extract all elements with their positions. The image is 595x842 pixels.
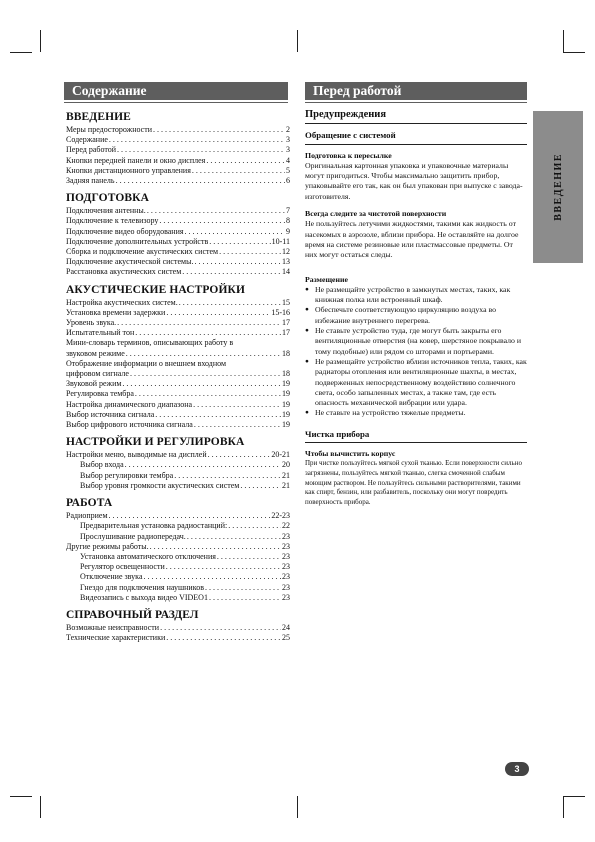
- crop-mark: [563, 52, 585, 53]
- toc-entry-label: Подключение акустической системы.: [66, 257, 194, 267]
- toc-entry-page: 23: [282, 551, 290, 561]
- clean-surface-text: Не пользуйтесь летучими жидкостями, такими как жидкость от насекомых в аэрозоле, вблизи прибора. Не оставляйте на долгое время на системе резиновые или пластмассовые предметы. От них могут остаться следы.: [305, 219, 519, 260]
- table-of-contents: [66, 111, 290, 643]
- toc-entry: [66, 298, 290, 308]
- toc-entry-label: Сборка и подключение акустических систем: [66, 247, 219, 257]
- toc-entry-page: 15: [282, 297, 290, 307]
- toc-entry: [66, 318, 290, 328]
- toc-entry: [66, 521, 290, 531]
- toc-entry-page: 3: [286, 135, 290, 145]
- toc-leader-dots: [153, 125, 285, 135]
- toc-entry-page: 25: [282, 633, 290, 643]
- toc-entry: [66, 227, 290, 237]
- toc-leader-dots: [194, 420, 281, 430]
- toc-entry: [66, 349, 290, 359]
- toc-section-title: ВВЕДЕНИЕ: [66, 111, 131, 123]
- toc-entry: [66, 308, 290, 318]
- toc-entry-page: 19: [282, 409, 290, 419]
- toc-leader-dots: [122, 379, 281, 389]
- toc-entry: [66, 481, 290, 491]
- toc-entry-label: Прослушивание радиопередач.: [80, 531, 186, 541]
- toc-entry-label: Настройки меню, выводимые на дисплей: [66, 450, 207, 460]
- toc-leader-dots: [135, 328, 281, 338]
- toc-entry: [66, 257, 290, 267]
- crop-mark: [297, 796, 298, 818]
- toc-entry-page: 21: [282, 480, 290, 490]
- placement-item: ● Не размещайте устройство вблизи источников тепла, таких, как радиаторы отопления или вентиляционные шахты, в местах, подверженных непосредственному воздействию солнечного света, особо запыленных местах, а также там, где есть опасность механической вибрации или удара.: [305, 357, 527, 408]
- toc-leader-dots: [193, 400, 281, 410]
- toc-entry-label: Радиоприем: [66, 511, 108, 521]
- toc-entry: [66, 389, 290, 399]
- crop-mark: [563, 796, 564, 818]
- toc-entry-label: Кнопки дистанционного управления: [66, 165, 191, 175]
- handling-title: Обращение с системой: [305, 130, 527, 144]
- toc-entry: [66, 156, 290, 166]
- toc-entry-label: Регулировка тембра: [66, 389, 134, 399]
- toc-entry: [66, 379, 290, 389]
- contents-header: Содержание: [64, 82, 288, 100]
- toc-entry: [66, 420, 290, 430]
- toc-leader-dots: [174, 471, 281, 481]
- toc-entry-page: 23: [282, 531, 290, 541]
- toc-entry-label: звуковом режиме: [66, 348, 125, 358]
- toc-entry-page: 13: [282, 257, 290, 267]
- toc-entry: [66, 532, 290, 542]
- toc-entry-label: Подключение видео оборудования: [66, 226, 184, 236]
- toc-entry-label: Подключение дополнительных устройств: [66, 236, 209, 246]
- toc-entry: [66, 206, 290, 216]
- toc-leader-dots: [144, 572, 282, 582]
- toc-leader-dots: [217, 552, 281, 562]
- toc-entry-page: 17: [282, 328, 290, 338]
- cleaning-title: Чистка прибора: [305, 429, 527, 443]
- toc-entry-label: Выбор уровня громкости акустических систем: [80, 480, 240, 490]
- placement-title: Размещение: [305, 274, 348, 284]
- toc-entry-label: Настройка акустических систем.: [66, 297, 178, 307]
- toc-entry-page: 19: [282, 420, 290, 430]
- toc-leader-dots: [208, 450, 271, 460]
- toc-leader-dots: [135, 389, 281, 399]
- toc-leader-dots: [125, 460, 281, 470]
- toc-entry-label: Испытательный тон: [66, 328, 135, 338]
- toc-entry: [66, 166, 290, 176]
- shipping-text: Оригинальная картонная упаковка и упаковочные материалы могут пригодиться. Чтобы максимально защитить прибор, упаковывайте его так, как он был упакован при выпуске с завода-изготовителя.: [305, 160, 523, 201]
- toc-entry-page: 2: [286, 125, 290, 134]
- toc-entry-page: 19: [282, 399, 290, 409]
- warnings-title: Предупреждения: [305, 110, 527, 124]
- toc-entry: [66, 176, 290, 186]
- toc-entry-page: 7: [286, 206, 290, 216]
- cleaning-subtitle: Чтобы вычистить корпус: [305, 449, 396, 459]
- toc-leader-dots: [209, 593, 281, 603]
- toc-entry-page: 20-21: [271, 450, 290, 460]
- toc-entry-label: Перед работой: [66, 145, 117, 155]
- toc-entry: [66, 145, 290, 155]
- toc-entry-label: Подключения антенны.: [66, 206, 146, 216]
- toc-entry-label: Гнездо для подключения наушников: [80, 582, 204, 592]
- toc-entry-label: Подключение к телевизору: [66, 216, 159, 226]
- toc-leader-dots: [179, 298, 281, 308]
- toc-entry-label: Предварительная установка радиостанций:: [80, 521, 228, 531]
- toc-entry-page: 5: [286, 165, 290, 175]
- toc-leader-dots: [219, 247, 281, 257]
- toc-leader-dots: [155, 410, 281, 420]
- toc-entry: [66, 552, 290, 562]
- toc-entry: [66, 623, 290, 633]
- toc-leader-dots: [240, 481, 281, 491]
- crop-mark: [10, 796, 32, 797]
- toc-entry-page: 3: [286, 145, 290, 155]
- toc-entry: Отображение информации о внешнем входном: [66, 358, 227, 368]
- toc-entry: [66, 369, 290, 379]
- toc-entry-label: Меры предосторожности: [66, 125, 153, 134]
- toc-entry-label: Видеозапись с выхода видео VIDEO1: [80, 592, 208, 602]
- toc-section-title: НАСТРОЙКИ И РЕГУЛИРОВКА: [66, 436, 245, 449]
- toc-entry-label: Выбор регулировки тембра: [80, 470, 174, 480]
- toc-entry: [66, 267, 290, 277]
- toc-entry-page: 18: [282, 348, 290, 358]
- toc-leader-dots: [150, 542, 281, 552]
- toc-leader-dots: [160, 623, 281, 633]
- toc-entry: [66, 633, 290, 643]
- toc-entry-page: 8: [286, 216, 290, 226]
- toc-section-title: СПРАВОЧНЫЙ РАЗДЕЛ: [66, 608, 199, 621]
- toc-leader-dots: [209, 237, 270, 247]
- toc-entry: [66, 471, 290, 481]
- placement-list: [305, 285, 527, 419]
- toc-leader-dots: [109, 511, 271, 521]
- toc-entry-page: 15-16: [271, 307, 290, 317]
- toc-entry: [66, 125, 290, 135]
- toc-leader-dots: [147, 206, 285, 216]
- placement-item: ● Не ставьте на устройство тяжелые предметы.: [305, 408, 527, 418]
- toc-entry: [66, 410, 290, 420]
- toc-leader-dots: [206, 156, 285, 166]
- toc-entry-page: 23: [282, 562, 290, 572]
- toc-entry-page: 22-23: [271, 511, 290, 521]
- crop-mark: [40, 796, 41, 818]
- toc-entry-label: Технические характеристики: [66, 633, 166, 643]
- toc-entry-label: Задняя панель: [66, 176, 115, 186]
- toc-entry-label: Отключение звука: [80, 572, 143, 582]
- toc-entry-page: 9: [286, 226, 290, 236]
- placement-item: ● Обеспечьте соответствующую циркуляцию воздуха во избежание внутреннего перегрева.: [305, 305, 527, 326]
- toc-section-title: ПОДГОТОВКА: [66, 192, 149, 205]
- toc-entry-label: цифровом сигнале: [66, 369, 129, 379]
- toc-entry-label: Выбор источника сигнала: [66, 409, 155, 419]
- toc-entry-page: 22: [282, 521, 290, 531]
- toc-entry-page: 24: [282, 622, 290, 632]
- toc-entry: [66, 216, 290, 226]
- toc-entry: [66, 450, 290, 460]
- toc-leader-dots: [117, 318, 281, 328]
- toc-entry-label: Расстановка акустических систем: [66, 267, 182, 277]
- toc-entry: [66, 328, 290, 338]
- toc-entry-page: 23: [282, 541, 290, 551]
- toc-entry-page: 21: [282, 470, 290, 480]
- toc-leader-dots: [117, 145, 285, 155]
- shipping-title: Подготовка к пересылке: [305, 150, 392, 160]
- toc-leader-dots: [185, 227, 285, 237]
- toc-entry-page: 23: [282, 572, 290, 582]
- toc-entry-page: 19: [282, 389, 290, 399]
- toc-leader-dots: [130, 369, 281, 379]
- toc-entry-page: 23: [282, 582, 290, 592]
- toc-section-title: АКУСТИЧЕСКИЕ НАСТРОЙКИ: [66, 283, 246, 296]
- toc-entry: [66, 135, 290, 145]
- toc-entry: [66, 237, 290, 247]
- toc-leader-dots: [159, 216, 285, 226]
- toc-section-title: РАБОТА: [66, 497, 113, 510]
- toc-entry-label: Звуковой режим: [66, 379, 122, 389]
- toc-entry-page: 17: [282, 318, 290, 328]
- clean-surface-title: Всегда следите за чистотой поверхности: [305, 209, 447, 219]
- crop-mark: [563, 796, 585, 797]
- toc-entry-label: Настройка динамического диапазона: [66, 399, 193, 409]
- toc-entry: [66, 593, 290, 603]
- toc-leader-dots: [205, 583, 281, 593]
- toc-entry: [66, 562, 290, 572]
- toc-entry-page: 12: [282, 247, 290, 257]
- toc-entry-label: Возможные неисправности: [66, 622, 160, 632]
- toc-entry-label: Выбор цифрового источника сигнала: [66, 420, 193, 430]
- toc-leader-dots: [166, 562, 281, 572]
- placement-item: ● Не ставьте устройство туда, где могут быть закрыты его вентиляционные отверстия (на ковер, шерстяное покрывало и тому подобные) или рядом со шторами и портьерами.: [305, 326, 527, 357]
- crop-mark: [10, 52, 32, 53]
- crop-mark: [563, 30, 564, 52]
- toc-leader-dots: [187, 532, 281, 542]
- toc-entry: Мини-словарь терминов, описывающих работу в: [66, 338, 234, 348]
- toc-leader-dots: [166, 633, 281, 643]
- toc-entry: [66, 572, 290, 582]
- toc-entry: [66, 460, 290, 470]
- page-number-badge: 3: [505, 762, 529, 776]
- toc-entry-label: Установка автоматического отключения: [80, 551, 216, 561]
- toc-entry-label: Регулятор освещенности: [80, 562, 165, 572]
- placement-item: ● Не размещайте устройство в замкнутых местах, таких, как книжная полка или встроенный шкаф.: [305, 285, 527, 306]
- toc-entry-page: 18: [282, 369, 290, 379]
- toc-entry-label: Другие режимы работы.: [66, 541, 149, 551]
- toc-entry: [66, 583, 290, 593]
- toc-entry-page: 4: [286, 155, 290, 165]
- toc-leader-dots: [194, 257, 281, 267]
- toc-leader-dots: [126, 349, 281, 359]
- toc-entry-page: 19: [282, 379, 290, 389]
- toc-leader-dots: [109, 135, 285, 145]
- toc-entry-label: Выбор входа: [80, 460, 124, 470]
- side-tab: [533, 111, 583, 263]
- before-use-header: Перед работой: [305, 82, 527, 100]
- side-tab-label: ВВЕДЕНИЕ: [552, 153, 564, 221]
- crop-mark: [40, 30, 41, 52]
- toc-entry-page: 23: [282, 592, 290, 602]
- toc-entry: [66, 400, 290, 410]
- toc-leader-dots: [182, 267, 281, 277]
- toc-entry-label: Уровень звука.: [66, 318, 117, 328]
- toc-leader-dots: [228, 521, 281, 531]
- toc-entry-label: Кнопки передней панели и окно дисплея: [66, 155, 206, 165]
- toc-entry: [66, 247, 290, 257]
- toc-leader-dots: [192, 166, 285, 176]
- toc-entry-label: Установка времени задержки: [66, 307, 166, 317]
- toc-entry-page: 14: [282, 267, 290, 277]
- right-column: [305, 110, 527, 507]
- toc-entry-page: 6: [286, 176, 290, 186]
- crop-mark: [297, 30, 298, 52]
- toc-entry-page: 20: [282, 460, 290, 470]
- cleaning-text: При чистке пользуйтесь мягкой сухой тканью. Если поверхности сильно загрязнены, пользуйтесь мягкой тканью, слегка смоченной слабым моющим раствором. Не пользуйтесь сильными растворителями, такими как спирт, бензин, или разбавитель, поскольку они могут повредить поверхность прибора.: [305, 459, 522, 506]
- toc-entry-page: 10-11: [271, 236, 290, 246]
- toc-entry-label: Содержание: [66, 135, 108, 145]
- toc-entry: [66, 542, 290, 552]
- toc-leader-dots: [116, 176, 285, 186]
- toc-leader-dots: [166, 308, 270, 318]
- toc-entry: [66, 511, 290, 521]
